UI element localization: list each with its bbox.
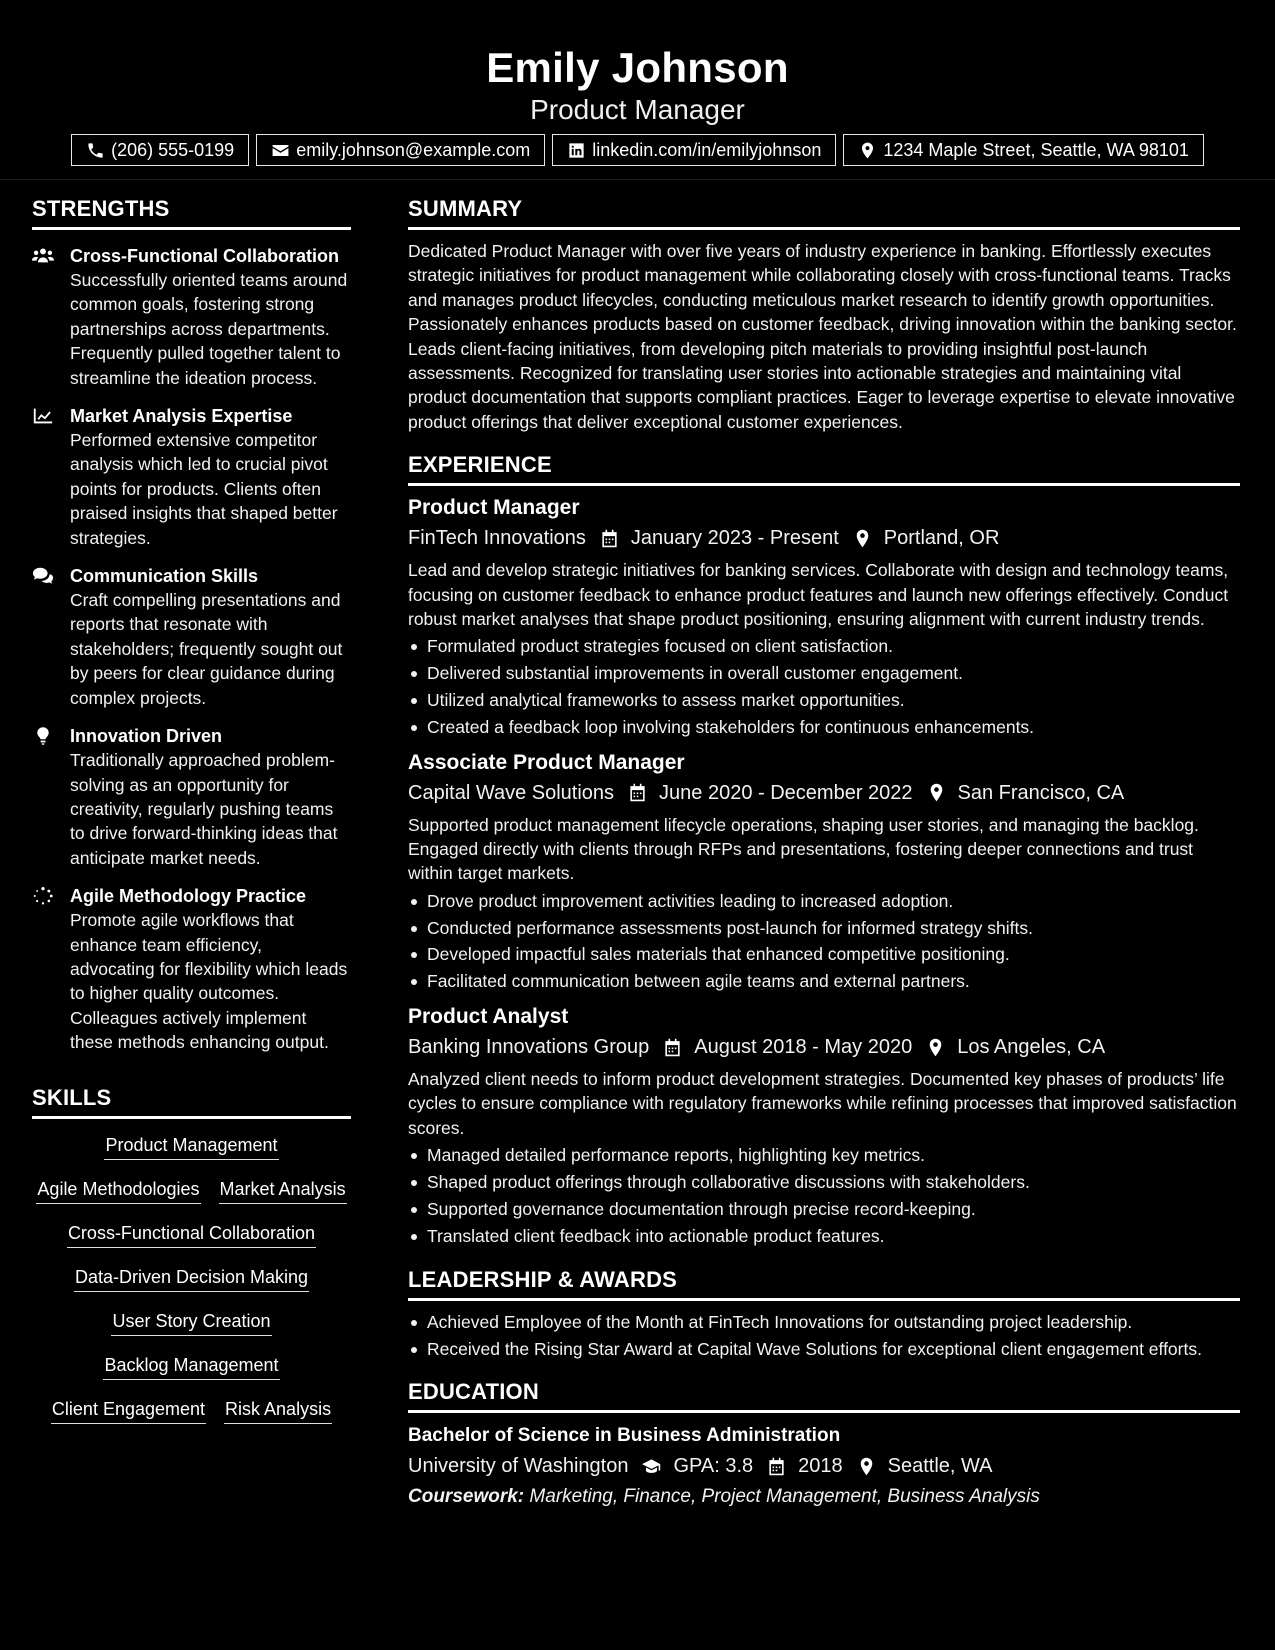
- strength-description: Successfully oriented teams around common goals, fostering strong partnerships across departments. Frequently pulled together talent to streamline the ideation process.: [70, 270, 348, 388]
- list-item: Conducted performance assessments post-launch for informed strategy shifts.: [408, 915, 1240, 942]
- list-item: Utilized analytical frameworks to assess market opportunities.: [408, 687, 1240, 714]
- education-gpa: GPA: 3.8: [673, 1455, 754, 1478]
- experience-heading: EXPERIENCE: [408, 452, 1240, 486]
- list-item: Delivered substantial improvements in overall customer engagement.: [408, 660, 1240, 687]
- calendar-icon: [767, 1457, 786, 1476]
- summary-text: Dedicated Product Manager with over five years of industry experience in banking. Effortlessly executes strategic initiatives for product management while collaborating closely with cross-functional teams. Tracks and manages product lifecycles, conducting meticulous market research to identify growth opportunities. Passionately enhances products based on customer feedback, driving innovation within the banking sector. Leads client-facing initiatives, from developing pitch materials to providing insightful post-launch assessments. Recognized for translating user stories into actionable strategies and maintaining vital product documentation that supports compliant practices. Eager to leverage expertise to elevate innovative product offerings that deliver exceptional customer experiences.: [408, 241, 1237, 432]
- job-role: Product Analyst: [408, 1005, 569, 1029]
- comments-icon: [32, 566, 54, 586]
- strength-description: Craft compelling presentations and reports that resonate with stakeholders; frequently sought out by peers for clear guidance during complex projects.: [70, 590, 343, 708]
- list-item: Formulated product strategies focused on client satisfaction.: [408, 633, 1240, 660]
- linkedin-text: linkedin.com/in/emilyjohnson: [592, 139, 822, 160]
- strength-description: Performed extensive competitor analysis which led to crucial pivot points for products. Clients often praised insights that shaped better strategies.: [70, 430, 338, 548]
- job-company: Banking Innovations Group: [408, 1036, 650, 1059]
- linkedin-icon: [567, 141, 586, 160]
- skill-tag: Backlog Management: [103, 1353, 279, 1380]
- graduation-cap-icon: [642, 1457, 661, 1476]
- chart-line-icon: [32, 406, 54, 426]
- job-description: Supported product management lifecycle operations, shaping user stories, and managing the backlog. Engaged directly with clients through RFPs and presentations, fostering deeper connections and trust within target markets.: [408, 814, 1199, 884]
- list-item: Achieved Employee of the Month at FinTech Innovations for outstanding project leadership.: [408, 1310, 1240, 1334]
- job-meta: [408, 1032, 1240, 1062]
- coursework-list: Marketing, Finance, Project Management, Business Analysis: [529, 1486, 1040, 1508]
- skill-tag: Product Management: [104, 1133, 278, 1160]
- spinner-icon: [32, 886, 54, 906]
- skills-heading: SKILLS: [32, 1085, 351, 1119]
- lightbulb-icon: [32, 726, 54, 746]
- map-marker-icon: [927, 783, 946, 802]
- education-year: 2018: [798, 1455, 843, 1478]
- map-marker-icon: [926, 1038, 945, 1057]
- list-item: Translated client feedback into actionable product features.: [408, 1223, 1240, 1250]
- skill-tag: User Story Creation: [111, 1309, 271, 1336]
- job-bullets: [408, 888, 1240, 995]
- skill-tag: Market Analysis: [219, 1177, 347, 1204]
- list-item: Shaped product offerings through collaborative discussions with stakeholders.: [408, 1169, 1240, 1196]
- list-item: Managed detailed performance reports, highlighting key metrics.: [408, 1142, 1240, 1169]
- skills-list: [32, 1133, 351, 1424]
- strengths-heading: STRENGTHS: [32, 196, 351, 230]
- list-item: Developed impactful sales materials that enhanced competitive positioning.: [408, 941, 1240, 968]
- job-company: FinTech Innovations: [408, 527, 586, 550]
- job-company: Capital Wave Solutions: [408, 781, 615, 804]
- strength-item: [32, 564, 351, 710]
- education-school: University of Washington: [408, 1455, 629, 1478]
- skill-tag: Risk Analysis: [224, 1397, 332, 1424]
- skill-tag: Agile Methodologies: [36, 1177, 200, 1204]
- list-item: Received the Rising Star Award at Capital Wave Solutions for exceptional client engagement efforts.: [408, 1337, 1240, 1361]
- address-text: 1234 Maple Street, Seattle, WA 98101: [883, 139, 1189, 160]
- education-heading: EDUCATION: [408, 1379, 1240, 1413]
- job-bullets: [408, 1142, 1240, 1249]
- skill-tag: Client Engagement: [51, 1397, 206, 1424]
- envelope-icon: [271, 141, 290, 160]
- phone-icon: [86, 141, 105, 160]
- candidate-title: Product Manager: [530, 94, 745, 125]
- job-dates: January 2023 - Present: [630, 527, 839, 550]
- calendar-icon: [628, 783, 647, 802]
- left-column: [32, 196, 351, 1424]
- strength-item: [32, 404, 351, 550]
- email-text: emily.johnson@example.com: [296, 139, 531, 160]
- strength-title: Cross-Functional Collaboration: [70, 246, 340, 266]
- job-description: Lead and develop strategic initiatives for banking services. Collaborate with design and technology teams, focusing on customer feedback to enhance product features and launch new offerings effectively. Conduct robust market analyses that shape product positioning, ensuring alignment with current industry trends.: [408, 560, 1229, 630]
- strength-item: [32, 884, 351, 1054]
- job-role: Product Manager: [408, 496, 580, 520]
- map-marker-icon: [857, 1457, 876, 1476]
- calendar-icon: [663, 1038, 682, 1057]
- list-item: Facilitated communication between agile teams and external partners.: [408, 968, 1240, 995]
- coursework: [408, 1483, 1240, 1511]
- users-icon: [32, 246, 54, 266]
- calendar-icon: [600, 529, 619, 548]
- email-contact[interactable]: [256, 134, 545, 166]
- strength-description: Traditionally approached problem-solving as an opportunity for creativity, regularly pushing teams to drive forward-thinking ideas that anticipate market needs.: [70, 750, 338, 868]
- job-location: Los Angeles, CA: [957, 1036, 1106, 1059]
- education-location: Seattle, WA: [887, 1455, 993, 1478]
- list-item: Drove product improvement activities leading to increased adoption.: [408, 888, 1240, 915]
- phone-contact[interactable]: [71, 134, 249, 166]
- skill-tag: Data-Driven Decision Making: [74, 1265, 309, 1292]
- summary-heading: SUMMARY: [408, 196, 1240, 230]
- map-marker-icon: [858, 141, 877, 160]
- job-dates: June 2020 - December 2022: [659, 781, 913, 804]
- job-role: Associate Product Manager: [408, 750, 685, 774]
- strength-item: [32, 724, 351, 870]
- job-entry: [408, 495, 1240, 740]
- job-entry: [408, 1004, 1240, 1249]
- job-meta: [408, 523, 1240, 553]
- strength-title: Innovation Driven: [70, 726, 223, 747]
- job-description: Analyzed client needs to inform product development strategies. Documented key phases of products’ life cycles to ensure compliance with regulatory frameworks while refining processes that improved satisfaction scores.: [408, 1069, 1237, 1138]
- leadership-heading: LEADERSHIP & AWARDS: [408, 1267, 1240, 1301]
- job-bullets: [408, 633, 1240, 740]
- strength-title: Agile Methodology Practice: [70, 886, 307, 907]
- job-entry: [408, 750, 1240, 995]
- right-column: [408, 196, 1240, 1511]
- skill-tag: Cross-Functional Collaboration: [67, 1221, 316, 1248]
- strength-description: Promote agile workflows that enhance team efficiency, advocating for flexibility which leads to higher quality outcomes. Colleagues actively implement these methods enhancing output.: [70, 910, 348, 1053]
- map-marker-icon: [853, 529, 872, 548]
- awards-list: [408, 1310, 1240, 1361]
- list-item: Created a feedback loop involving stakeholders for continuous enhancements.: [408, 714, 1240, 741]
- education-degree: Bachelor of Science in Business Administration: [408, 1425, 841, 1447]
- contact-bar: [0, 134, 1275, 166]
- linkedin-contact[interactable]: [552, 134, 836, 166]
- job-dates: August 2018 - May 2020: [694, 1036, 913, 1059]
- address-contact[interactable]: [843, 134, 1204, 166]
- strength-title: Market Analysis Expertise: [70, 406, 293, 427]
- education-meta: [408, 1451, 1240, 1481]
- strength-title: Communication Skills: [70, 566, 259, 587]
- coursework-label: Coursework:: [408, 1486, 525, 1508]
- strength-item: [32, 244, 351, 390]
- resume-header: [0, 0, 1275, 180]
- candidate-name: Emily Johnson: [486, 44, 789, 91]
- list-item: Supported governance documentation through precise record-keeping.: [408, 1196, 1240, 1223]
- job-meta: [408, 778, 1240, 808]
- job-location: Portland, OR: [883, 527, 1000, 550]
- phone-text: (206) 555-0199: [111, 139, 235, 160]
- job-location: San Francisco, CA: [957, 781, 1125, 804]
